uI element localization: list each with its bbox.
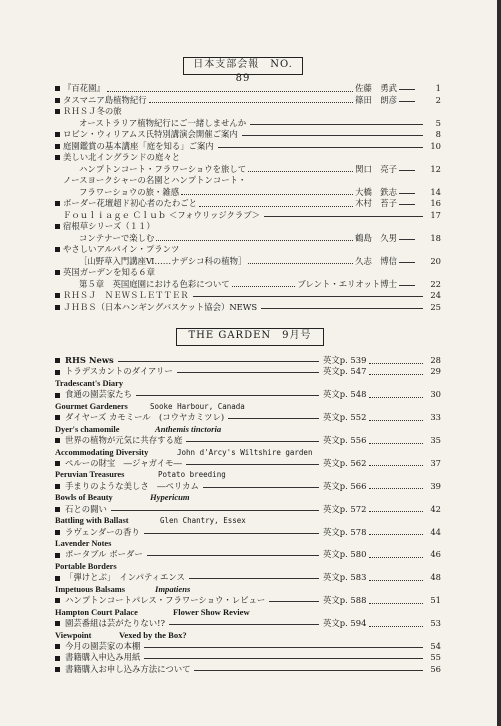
bullet-square [55, 507, 60, 512]
page-number: 22 [430, 278, 441, 289]
garden-entry [55, 572, 441, 583]
garden-entry [55, 595, 441, 606]
toc-entry [55, 267, 441, 279]
entry-title: やさしいアルパイン・プランツ [63, 244, 180, 254]
garden-contents [55, 355, 441, 675]
english-note: Flower Show Review [173, 606, 250, 617]
page-number: 44 [430, 526, 441, 537]
page-number: 14 [430, 186, 441, 197]
garden-subtitle [55, 607, 441, 618]
page-number: 53 [430, 618, 441, 629]
garden-subtitle [55, 561, 441, 572]
bullet-square [55, 98, 60, 103]
garden-subtitle [55, 401, 441, 412]
english-page-ref: 英文p. 556 [323, 435, 367, 446]
toc-entry [55, 83, 441, 95]
bullet-square [55, 155, 60, 160]
entry-author: 関口 亮子 [355, 163, 397, 174]
leader-dots [369, 511, 423, 512]
bullet-square [55, 370, 60, 375]
page-number: 8 [435, 129, 441, 139]
english-page-ref: 英文p. 562 [323, 457, 367, 468]
entry-author: 木村 苔子 [355, 198, 397, 208]
leader-line [218, 147, 423, 148]
leader-line [169, 624, 319, 625]
leader-line [111, 510, 319, 511]
leader-line [399, 204, 415, 205]
garden-entry [55, 366, 441, 377]
leader-line [136, 395, 319, 396]
leader-line [228, 418, 319, 419]
bulletin-header: 日本支部会報 NO. 89 [183, 57, 303, 75]
page-number: 18 [430, 232, 441, 243]
garden-subtitle [55, 630, 441, 641]
toc-entry [55, 233, 441, 245]
entry-title: 第５章 英国庭園における色彩について [79, 278, 230, 289]
english-page-ref: 英文p. 566 [323, 480, 367, 491]
entry-title: 庭園鑑賞の基本講座「庭を知る」ご案内 [63, 140, 214, 151]
entry-title: 書籍購入申込み用紙 [65, 652, 141, 663]
leader-dots [156, 240, 353, 241]
entry-title: 世界の植物が元気に共存する庭 [65, 435, 183, 446]
leader-dots [369, 397, 423, 398]
bullet-square [55, 415, 60, 420]
toc-entry [55, 164, 441, 176]
leader-dots [369, 488, 423, 489]
entry-title: 手まりのような美しさ ―ペリカム [65, 480, 199, 491]
garden-entry [55, 504, 441, 515]
leader-line [269, 601, 319, 602]
entry-title: オーストラリア植物紀行にご一緒しませんか [79, 117, 247, 128]
english-page-ref: 英文p. 580 [323, 549, 367, 560]
page-number: 35 [430, 435, 441, 446]
bullet-square [55, 530, 60, 535]
entry-author: ブレント・エリオット博士 [297, 278, 397, 289]
page-number: 51 [430, 595, 441, 606]
leader-line [194, 670, 423, 671]
english-page-ref: 英文p. 594 [323, 618, 367, 629]
entry-title: 今月の園芸家の本棚 [65, 640, 141, 651]
bulletin-contents [55, 83, 441, 313]
leader-dots [248, 263, 353, 264]
garden-entry [55, 664, 441, 675]
page-number: 42 [430, 503, 441, 514]
bullet-square [55, 247, 60, 252]
english-note: Glen Chantry, Essex [160, 516, 246, 526]
leader-dots [369, 420, 423, 421]
leader-line [399, 89, 415, 90]
entry-author: 佐藤 勇武 [355, 83, 397, 93]
entry-title: ＪＨＢＳ（日本ハンギングバスケット協会）NEWS [63, 301, 258, 312]
bullet-square [55, 393, 60, 398]
garden-entry [55, 435, 441, 446]
page-number: 54 [430, 640, 441, 651]
toc-entry [55, 210, 441, 222]
leader-line [144, 647, 423, 648]
leader-line [118, 361, 319, 362]
bullet-square [55, 201, 60, 206]
english-title: Viewpoint [55, 630, 92, 640]
garden-entry [55, 458, 441, 469]
garden-entry [55, 481, 441, 492]
toc-entry [55, 118, 441, 130]
garden-subtitle [55, 538, 441, 549]
english-page-ref: 英文p. 548 [323, 389, 367, 400]
page-number: 28 [430, 355, 441, 365]
garden-header: THE GARDEN 9月号 [176, 328, 324, 346]
page-number: 20 [430, 255, 441, 266]
page-number: 1 [435, 83, 441, 93]
toc-entry [55, 129, 441, 141]
leader-dots [369, 374, 423, 375]
entry-title: ペルーの財宝 ―ジャガイモ― [65, 457, 182, 468]
english-title: Peruvian Treasures [55, 470, 125, 480]
garden-subtitle [55, 447, 441, 458]
english-note: Vexed by the Box? [119, 629, 187, 640]
entry-title: 美しい北イングランドの庭々と [63, 152, 181, 162]
entry-title: タスマニア島植物紀行 [63, 94, 147, 105]
bullet-square [55, 553, 60, 558]
leader-dots [369, 465, 423, 466]
english-note: Impatiens [155, 583, 191, 594]
garden-entry [55, 618, 441, 629]
bullet-square [55, 576, 60, 581]
entry-title: ノースヨークシャーの名園とハンプトンコート・ [63, 175, 247, 185]
garden-entry [55, 641, 441, 652]
entry-title: ハンプトンコート・フラワーショウを旅して [79, 163, 247, 174]
page-number: 2 [435, 94, 441, 105]
toc-entry [55, 221, 441, 233]
english-title: Hampton Court Palace [55, 607, 138, 617]
bullet-square [55, 644, 60, 649]
entry-title: 園芸番組は芸がたりない!? [65, 618, 165, 629]
page-number: 33 [430, 412, 441, 423]
leader-line [399, 285, 415, 286]
entry-author: 久志 博信 [355, 255, 397, 266]
leader-dots [149, 102, 354, 103]
leader-line [177, 372, 319, 373]
entry-title: 宿根草シリーズ（１１） [63, 221, 155, 231]
bullet-square [55, 293, 60, 298]
english-title: Impetuous Balsams [55, 584, 126, 594]
garden-subtitle [55, 492, 441, 503]
toc-entry [55, 198, 441, 210]
leader-line [250, 124, 423, 125]
entry-author: 大橋 鉄志 [355, 186, 397, 197]
bullet-square [55, 224, 60, 229]
leader-line [399, 262, 415, 263]
garden-entry [55, 549, 441, 560]
leader-dots [181, 194, 353, 195]
page-number: 29 [430, 366, 441, 377]
garden-entry [55, 355, 441, 366]
leader-line [203, 487, 319, 488]
english-title: Dyer's chamomile [55, 424, 120, 434]
leader-dots [369, 626, 423, 627]
leader-line [193, 296, 423, 297]
leader-dots [369, 363, 423, 364]
page-number: 10 [430, 140, 441, 151]
entry-title: RHS News [65, 355, 114, 365]
leader-line [399, 193, 415, 194]
english-page-ref: 英文p. 578 [323, 526, 367, 537]
entry-title: 石との闘い [65, 503, 107, 514]
bullet-square [55, 656, 60, 661]
english-title: Gourmet Gardeners [55, 401, 128, 411]
leader-line [186, 464, 319, 465]
english-title: Lavender Notes [55, 539, 112, 548]
entry-title: ラヴェンダーの香り [65, 526, 140, 537]
bullet-square [55, 132, 60, 137]
english-page-ref: 英文p. 583 [323, 572, 367, 583]
leader-line [399, 101, 415, 102]
bullet-square [55, 484, 60, 489]
page-number: 5 [435, 117, 441, 128]
english-title: Bowls of Beauty [55, 493, 113, 503]
bullet-square [55, 86, 60, 91]
page-number: 55 [430, 652, 441, 663]
page-number: 24 [430, 290, 441, 300]
english-page-ref: 英文p. 539 [323, 355, 367, 365]
entry-title: 英国ガーデンを知る６章 [63, 267, 155, 277]
toc-entry [55, 279, 441, 291]
bullet-square [55, 461, 60, 466]
toc-entry [55, 187, 441, 199]
page-number: 46 [430, 549, 441, 560]
entry-title: コンテナーで楽しむ [79, 232, 155, 243]
entry-title: Ｆｏｕｌｉａｇｅ Ｃｌｕｂ ＜フォウリッジクラブ＞ [63, 209, 261, 220]
bullet-square [55, 621, 60, 626]
leader-line [144, 533, 319, 534]
leader-line [264, 216, 423, 217]
toc-entry [55, 302, 441, 314]
entry-title: フラワーショウの旅・雑感 [79, 186, 180, 197]
leader-dots [248, 171, 353, 172]
bullet-square [55, 598, 60, 603]
garden-subtitle [55, 378, 441, 389]
bullet-square [55, 109, 60, 114]
leader-dots [369, 443, 423, 444]
page-number: 12 [430, 163, 441, 174]
page-edge-shadow [497, 0, 501, 726]
leader-line [399, 239, 415, 240]
toc-entry [55, 244, 441, 256]
page-number: 56 [430, 663, 441, 674]
leader-line [261, 308, 423, 309]
leader-dots [232, 286, 296, 287]
leader-line [186, 441, 319, 442]
english-page-ref: 英文p. 572 [323, 503, 367, 514]
leader-dots [199, 206, 353, 207]
bullet-square [55, 144, 60, 149]
page-number: 48 [430, 572, 441, 583]
bullet-square [55, 305, 60, 310]
entry-title: ポータブル ボーダー [65, 549, 143, 560]
garden-subtitle [55, 424, 441, 435]
entry-title: ボーダー花壇超ド初心者のたわごと [63, 198, 197, 208]
entry-title: ＲＨＳＪ冬の旅 [63, 106, 122, 116]
bullet-square [55, 438, 60, 443]
english-note: Hypericum [150, 492, 190, 503]
entry-title: ＲＨＳＪ ＮＥＷＳＬＥＴＴＥＲ [63, 290, 189, 300]
entry-title: 「弾けとぶ」 インパティエンス [65, 572, 185, 583]
entry-title: トラデスカントのダイアリー [65, 366, 173, 377]
garden-entry [55, 652, 441, 663]
toc-entry [55, 290, 441, 302]
leader-line [242, 135, 423, 136]
garden-subtitle [55, 515, 441, 526]
toc-entry [55, 256, 441, 268]
bullet-square [55, 270, 60, 275]
entry-title: ダイヤーズ カモミール (コウヤカミツレ) [65, 412, 225, 423]
english-page-ref: 英文p. 547 [323, 366, 367, 377]
page-number: 25 [430, 301, 441, 312]
entry-title: ハンプトンコートパレス・フラワーショウ・レビュー [65, 595, 266, 606]
bullet-square [55, 358, 60, 363]
toc-entry [55, 141, 441, 153]
leader-dots [369, 557, 423, 558]
entry-author: 篠田 朗彦 [355, 94, 397, 105]
english-title: Tradescant's Diary [55, 378, 124, 388]
entry-author: 鶴島 久男 [355, 232, 397, 243]
english-title: Accommodating Diversity [55, 447, 149, 457]
english-title: Battling with Ballast [55, 516, 129, 526]
toc-entry [55, 152, 441, 164]
garden-entry [55, 389, 441, 400]
entry-title: 『百花園』 [63, 83, 105, 93]
entry-title: 書籍購入お申し込み方法について [65, 663, 191, 674]
english-note: Potato breeding [158, 470, 226, 480]
leader-dots [369, 580, 423, 581]
toc-entry [55, 106, 441, 118]
page-number: 37 [430, 457, 441, 468]
garden-subtitle [55, 584, 441, 595]
page-number: 17 [430, 209, 441, 220]
leader-dots [107, 91, 353, 92]
entry-title: 食通の園芸家たち [65, 389, 132, 400]
english-page-ref: 英文p. 552 [323, 412, 367, 423]
english-note: Sooke Harbour, Canada [150, 401, 245, 411]
leader-line [147, 555, 319, 556]
garden-entry [55, 412, 441, 423]
leader-dots [369, 603, 423, 604]
leader-dots [369, 534, 423, 535]
leader-line [399, 170, 415, 171]
english-note: Anthemis tinctoria [155, 423, 222, 434]
english-title: Portable Borders [55, 561, 117, 571]
leader-line [189, 578, 319, 579]
page-number: 16 [430, 198, 441, 208]
page-number: 39 [430, 480, 441, 491]
english-note: John d'Arcy's Wiltshire garden [177, 447, 313, 457]
leader-line [144, 658, 423, 659]
entry-title: ロビン・ウィリアムス氏特別講演会開催ご案内 [63, 129, 238, 139]
toc-entry [55, 95, 441, 107]
garden-subtitle [55, 469, 441, 480]
toc-entry [55, 175, 441, 187]
page-number: 30 [430, 389, 441, 400]
entry-title: ［山野草入門講座Ⅵ……ナデシコ科の植物］ [79, 255, 247, 266]
garden-entry [55, 527, 441, 538]
english-page-ref: 英文p. 588 [323, 595, 367, 606]
bullet-square [55, 667, 60, 672]
